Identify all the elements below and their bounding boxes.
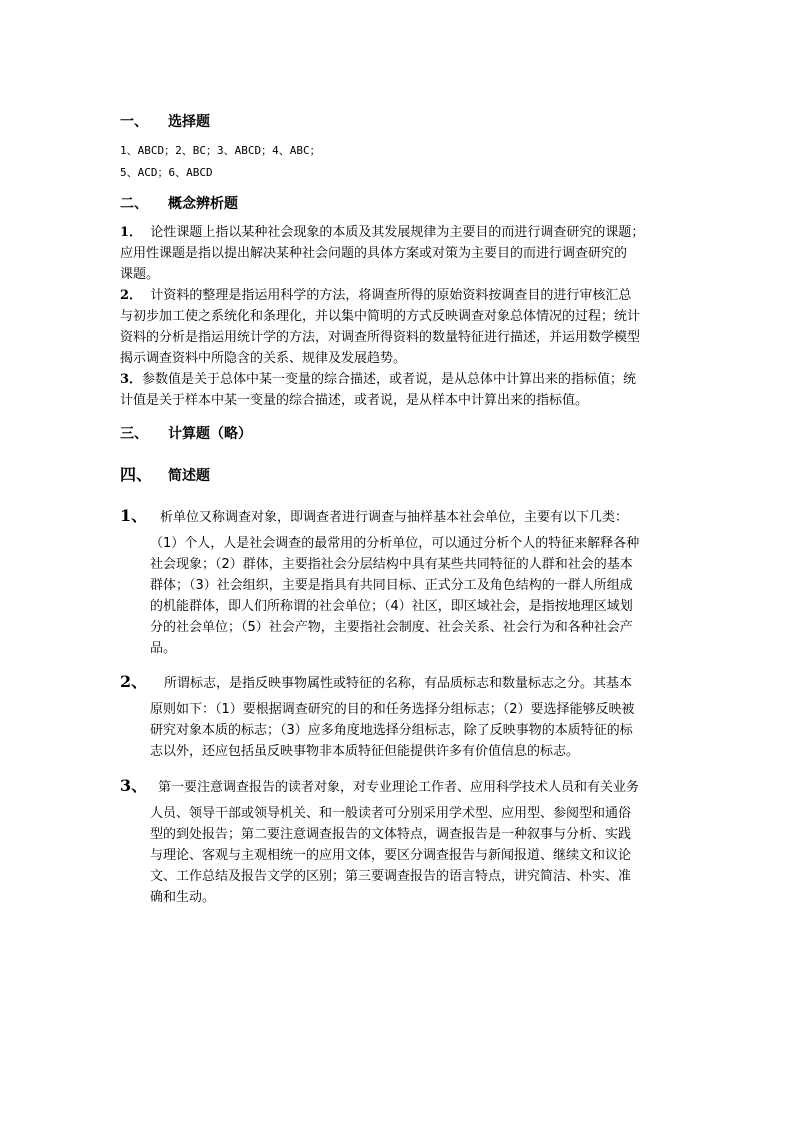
line-text: 参数值是关于总体中某一变量的综合描述，或者说，是从总体中计算出来的指标值；统	[142, 372, 637, 387]
item-number: 3．	[120, 372, 143, 387]
concept-paragraph-1	[120, 222, 680, 285]
section-title: 计算题（略）	[168, 426, 252, 442]
section-number: 一、	[120, 114, 148, 130]
concept-paragraph-2	[120, 285, 680, 369]
section-heading-essay	[120, 462, 210, 485]
paragraph-line: 社会现象；（2）群体，主要指社会分层结构中具有某些共同特征的人群和社会的基本	[150, 557, 633, 572]
paragraph-line: 课题。	[120, 267, 160, 282]
section-number: 二、	[120, 196, 148, 212]
answer-line: 5、ACD；6、ABCD	[120, 166, 213, 179]
paragraph-line: 研究对象本质的标志；（3）应多角度地选择分组标志，除了反映事物的本质特征的标	[150, 723, 633, 738]
section-title: 概念辨析题	[168, 196, 238, 212]
item-first-line: 所谓标志，是指反映事物属性或特征的名称，有品质标志和数量标志之分。其基本	[164, 676, 633, 691]
paragraph-line: （1）个人，人是社会调查的最常用的分析单位，可以通过分析个人的特征来解释各种	[150, 536, 640, 551]
section-heading-choice	[120, 111, 210, 131]
item-number: 2．	[120, 288, 143, 303]
paragraph-line: 揭示调查资料中所隐含的关系、规律及发展趋势。	[120, 351, 407, 366]
item-number: 2、	[120, 672, 148, 691]
paragraph-line: 分的社会单位；（5）社会产物，主要指社会制度、社会关系、社会行为和各种社会产	[150, 620, 633, 635]
item-first-line: 析单位又称调查对象，即调查者进行调查与抽样基本社会单位，主要有以下几类：	[160, 510, 629, 525]
item-number: 1、	[120, 506, 148, 525]
concept-paragraph-3	[120, 369, 680, 411]
paragraph-line: 的机能群体，即人们所称谓的社会单位；（4）社区，即区域社会，是指按地理区域划	[150, 599, 633, 614]
paragraph-line: 人员、领导干部或领导机关、和一般读者可分别采用学术型、应用型、参阅型和通俗	[150, 806, 632, 821]
line-text: 论性课题上指以某种社会现象的本质及其发展规律为主要目的而进行调查研究的课题；	[150, 225, 645, 240]
essay-item-1-body	[150, 533, 682, 659]
paragraph-line: 品。	[150, 641, 177, 656]
paragraph-line: 资料的分析是指运用统计学的方法，对调查所得资料的数量特征进行描述，并运用数学模型	[120, 330, 641, 345]
paragraph-line: 应用性课题是指以提出解决某种社会问题的具体方案或对策为主要目的而进行调查研究的	[120, 246, 628, 261]
paragraph-line: 原则如下：（1）要根据调查研究的目的和任务选择分组标志；（2）要选择能够反映被	[150, 702, 635, 717]
paragraph-line: 文、工作总结及报告文学的区别；第三要调查报告的语言特点，讲究简洁、朴实、准	[150, 869, 632, 884]
item-first-line: 第一要注意调查报告的读者对象，对专业理论工作者、应用科学技术人员和有关业务	[158, 780, 640, 795]
paragraph-line	[120, 222, 680, 243]
section-number: 三、	[120, 426, 148, 442]
essay-item-3-body	[150, 803, 682, 908]
paragraph-line: 群体；（3）社会组织，主要是指具有共同目标、正式分工及角色结构的一群人所组成	[150, 578, 633, 593]
answer-line: 1、ABCD；2、BC；3、ABCD；4、ABC；	[120, 144, 321, 157]
paragraph-line: 计值是关于样本中某一变量的综合描述，或者说，是从样本中计算出来的指标值。	[120, 393, 589, 408]
paragraph-line	[120, 369, 680, 390]
paragraph-line: 确和生动。	[150, 890, 216, 905]
item-number: 3、	[120, 776, 148, 795]
line-text: 计资料的整理是指运用科学的方法，将调查所得的原始资料按调查目的进行审核汇总	[150, 288, 632, 303]
paragraph-line: 型的到处报告；第二要注意调查报告的文体特点，调查报告是一种叙事与分析、实践	[150, 827, 632, 842]
section-heading-calculation	[120, 423, 252, 443]
section-title: 选择题	[168, 114, 210, 130]
essay-item-2-body	[150, 699, 682, 762]
item-number: 1．	[120, 225, 143, 240]
section-number: 四、	[120, 465, 153, 484]
paragraph-line: 与理论、客观与主观相统一的应用文体，要区分调查报告与新闻报道、继续文和议论	[150, 848, 632, 863]
paragraph-line: 与初步加工使之系统化和条理化，并以集中简明的方式反映调查对象总体情况的过程；统计	[120, 309, 641, 324]
section-title: 简述题	[168, 468, 210, 484]
section-heading-concepts	[120, 193, 238, 213]
paragraph-line: 志以外，还应包括虽反映事物非本质特征但能提供许多有价值信息的标志。	[150, 744, 580, 759]
paragraph-line	[120, 285, 680, 306]
